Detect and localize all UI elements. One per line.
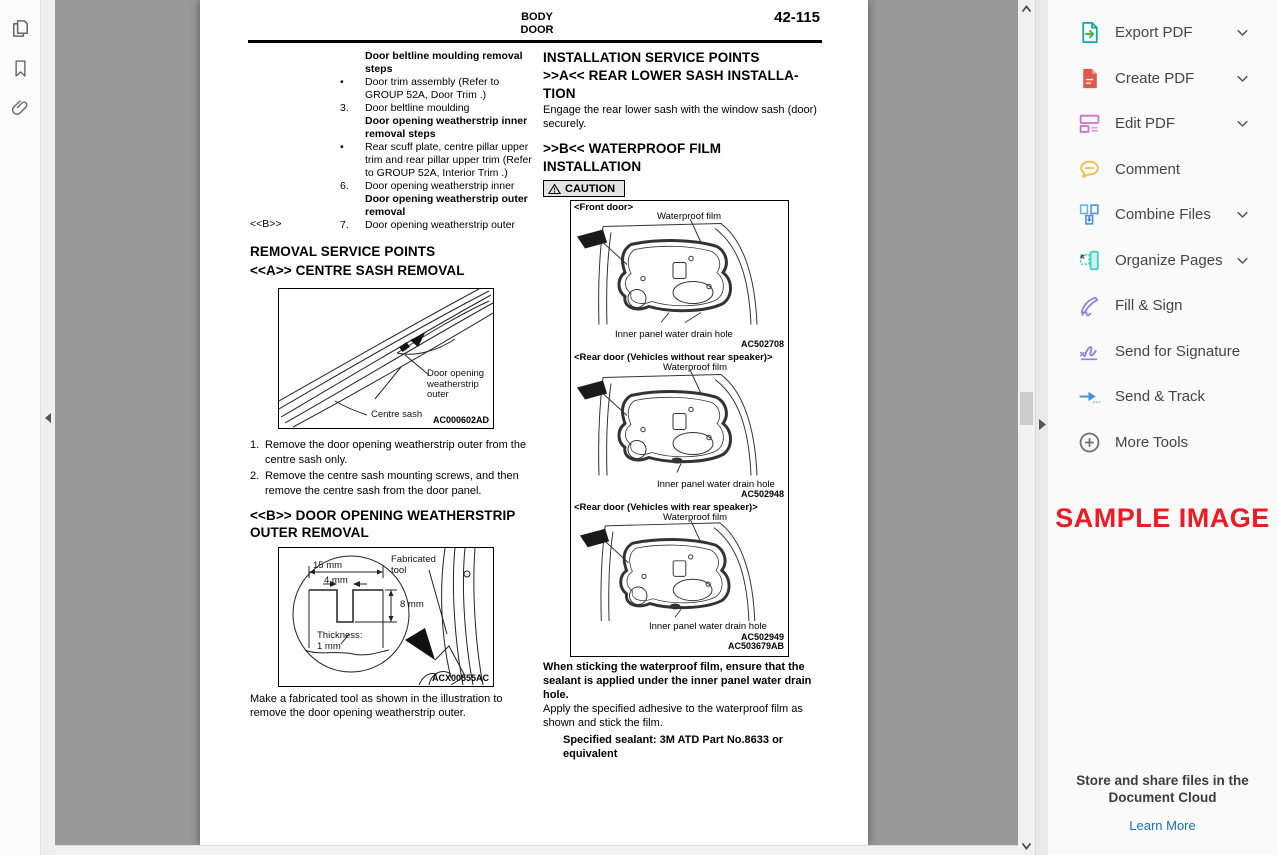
header-body: BODY [521, 11, 553, 23]
installation-heading: INSTALLATION SERVICE POINTS [543, 50, 760, 65]
removal-heading: REMOVAL SERVICE POINTS [250, 244, 436, 259]
fig2-code: ACX00555AC [431, 673, 489, 683]
sidebar-tool-combine-files[interactable] [1048, 192, 1277, 238]
chevron-down-icon[interactable] [1235, 25, 1250, 40]
combine-files-icon [1077, 202, 1102, 227]
figure-code: AC502949 [740, 632, 784, 642]
fig1-centre-sash-label: Centre sash [371, 409, 423, 420]
tools-list [1048, 10, 1277, 465]
header-door: DOOR [520, 24, 554, 36]
horizontal-scrollbar[interactable] [55, 845, 1018, 855]
specified-sealant: Specified sealant: 3M ATD Part No.8633 or equivalent [563, 734, 784, 760]
sample-image-watermark: SAMPLE IMAGE [1055, 503, 1270, 533]
document-cloud-promo [1048, 772, 1277, 835]
left-toolbar [0, 0, 41, 855]
sidebar-tool-send-for-signature[interactable] [1048, 329, 1277, 375]
document-viewport [55, 0, 1018, 845]
fig1-weatherstrip-label: Door opening weatherstrip outer [427, 368, 485, 400]
rear-door-no-speaker-title: <Rear door (Vehicles without rear speaker)> [574, 352, 773, 363]
rear-door-speaker-title: <Rear door (Vehicles with rear speaker)> [574, 502, 758, 513]
sidebar-tool-comment[interactable] [1048, 147, 1277, 193]
sidebar-tool-organize-pages[interactable] [1048, 238, 1277, 284]
sidebar-tool-fill-sign[interactable] [1048, 283, 1277, 329]
comment-icon [1077, 157, 1102, 182]
front-door-title: <Front door> [574, 202, 634, 213]
sidebar-tool-edit-pdf[interactable] [1048, 101, 1277, 147]
send-signature-icon [1077, 339, 1102, 364]
list-item: 3. Door beltline moulding [340, 102, 470, 114]
scrollbar-thumb[interactable] [1020, 392, 1033, 425]
page-number: 42-115 [774, 9, 820, 26]
figure-code: AC502948 [740, 489, 784, 499]
tool-label: Fill & Sign [1115, 297, 1183, 315]
figure-code: AC502708 [740, 339, 784, 349]
weatherstrip-removal-heading: <<B>> DOOR OPENING WEATHERSTRIP OUTER REMOVAL [250, 508, 516, 540]
sidebar-tool-send-track[interactable] [1048, 374, 1277, 420]
pdf-page [200, 0, 868, 845]
more-tools-icon [1077, 430, 1102, 455]
rear-door-no-speaker-diagram [571, 351, 788, 501]
chevron-down-icon[interactable] [1235, 207, 1250, 222]
fig1-code: AC000602AD [432, 415, 489, 425]
b-reference-marker: <<B>> [250, 218, 282, 230]
rear-door-speaker-diagram [571, 501, 788, 656]
waterproof-film-label: Waterproof film [657, 211, 722, 222]
sidebar-tool-create-pdf[interactable] [1048, 56, 1277, 102]
scroll-down-arrow-icon[interactable] [1018, 839, 1035, 853]
page-header-section [487, 11, 587, 37]
list-item: • Door trim assembly (Refer to GROUP 52A, Door Trim .) [340, 76, 500, 101]
step-item: 1. Remove the door opening weatherstrip outer from the centre sash only. [250, 439, 527, 466]
create-pdf-icon [1077, 66, 1102, 91]
tool-label: Organize Pages [1115, 251, 1223, 269]
caution-label: CAUTION [565, 182, 616, 195]
waterproof-film-figure [570, 200, 789, 657]
tool-label: Send for Signature [1115, 342, 1241, 360]
drain-hole-label: Inner panel water drain hole [657, 479, 775, 490]
drain-hole-label: Inner panel water drain hole [649, 621, 767, 632]
fill-sign-icon [1077, 293, 1102, 318]
tool-label: Combine Files [1115, 206, 1211, 224]
sealant-warning-paragraph: When sticking the waterproof film, ensure that the sealant is applied under the inner panel water drain hole. [543, 661, 812, 701]
list-item: Door opening weatherstrip outer removal [365, 193, 528, 218]
bookmark-icon[interactable] [0, 50, 40, 86]
drain-hole-label: Inner panel water drain hole [615, 329, 733, 340]
tool-label: Comment [1115, 160, 1181, 178]
tool-label: Export PDF [1115, 24, 1193, 42]
vertical-scrollbar[interactable] [1018, 0, 1035, 855]
step-item: 2. Remove the centre sash mounting screws, and then remove the centre sash from the door panel. [250, 470, 519, 497]
chevron-down-icon[interactable] [1235, 116, 1250, 131]
dim-4mm-label: 4 mm [324, 575, 348, 586]
sidebar-tool-export-pdf[interactable] [1048, 10, 1277, 56]
fabricated-tool-note: Make a fabricated tool as shown in the illustration to remove the door opening weatherstrip outer. [250, 693, 503, 719]
waterproof-film-label: Waterproof film [663, 512, 728, 523]
expand-right-arrow-icon[interactable] [1038, 418, 1047, 431]
centre-sash-heading: <<A>> CENTRE SASH REMOVAL [250, 263, 465, 278]
dim-15mm-label: 15 mm [313, 560, 343, 571]
list-item: Door beltline moulding removal steps [365, 50, 523, 75]
tool-label: More Tools [1115, 433, 1189, 451]
list-item: 7. Door opening weatherstrip outer [340, 219, 516, 231]
fabricated-tool-label: Fabricated tool [391, 554, 436, 576]
centre-sash-drawing [279, 289, 493, 428]
edit-pdf-icon [1077, 111, 1102, 136]
paperclip-icon[interactable] [0, 90, 40, 126]
scroll-up-arrow-icon[interactable] [1018, 2, 1035, 16]
rear-lower-sash-paragraph: Engage the rear lower sash with the window sash (door) securely. [543, 104, 817, 130]
front-door-diagram [571, 201, 788, 351]
tool-label: Edit PDF [1115, 115, 1176, 133]
dim-8mm-label: 8 mm [400, 599, 424, 610]
left-panel-collapse-strip[interactable] [41, 0, 55, 855]
warning-triangle-icon [548, 183, 561, 195]
rear-lower-sash-heading-l2: TION [543, 86, 576, 101]
header-rule [248, 40, 822, 43]
sidebar-expand-strip[interactable] [1035, 0, 1049, 855]
page-copy-icon[interactable] [0, 10, 40, 46]
fabricated-tool-drawing [279, 548, 493, 685]
send-track-icon [1077, 384, 1102, 409]
thickness-label: Thickness: 1 mm [317, 630, 363, 652]
removal-steps-list [340, 50, 532, 232]
waterproof-film-label: Waterproof film [663, 362, 728, 373]
learn-more-link[interactable]: Learn More [1129, 818, 1196, 833]
waterproof-film-heading-l1: >>B<< WATERPROOF FILM [543, 141, 722, 156]
adhesive-paragraph: Apply the specified adhesive to the waterproof film as shown and stick the film. [543, 703, 803, 729]
list-item: Door opening weatherstrip inner removal steps [365, 115, 528, 140]
tool-label: Create PDF [1115, 69, 1195, 87]
rear-lower-sash-heading-l1: >>A<< REAR LOWER SASH INSTALLA- [543, 68, 799, 83]
promo-message: Store and share files in the Document Cloud [1076, 773, 1249, 805]
removal-steps [250, 438, 540, 500]
collapse-left-arrow-icon[interactable] [44, 412, 52, 424]
tools-sidebar [1048, 0, 1277, 855]
list-item: • Rear scuff plate, centre pillar upper trim and rear pillar upper trim (Refer to GROUP 52A, Interior Trim .) [340, 141, 532, 179]
fabricated-tool-figure [278, 547, 494, 687]
figure-code: AC503679AB [727, 641, 784, 651]
rear-door-speaker-drawing [573, 520, 786, 622]
organize-pages-icon [1077, 248, 1102, 273]
chevron-down-icon[interactable] [1235, 71, 1250, 86]
front-door-drawing [573, 219, 786, 327]
sidebar-tool-more-tools[interactable] [1048, 420, 1277, 466]
export-pdf-icon [1077, 20, 1102, 45]
chevron-down-icon[interactable] [1235, 253, 1250, 268]
list-item: 6. Door opening weatherstrip inner [340, 180, 515, 192]
centre-sash-figure [278, 288, 494, 429]
tool-label: Send & Track [1115, 388, 1206, 406]
rear-door-drawing [573, 370, 786, 478]
caution-box [543, 180, 625, 197]
waterproof-film-heading-l2: INSTALLATION [543, 159, 642, 174]
